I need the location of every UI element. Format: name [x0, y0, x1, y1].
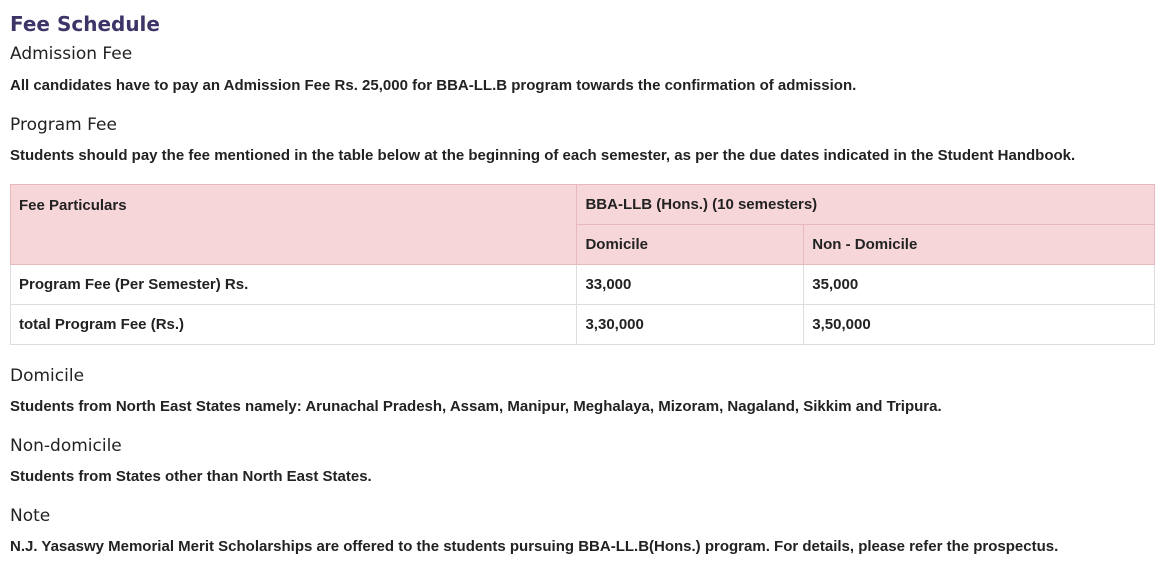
admission-fee-text: All candidates have to pay an Admission Fee Rs. 25,000 for BBA-LL.B program towards the confirmation of admission. — [10, 77, 857, 94]
row-domicile-value: 3,30,000 — [577, 305, 804, 345]
table-header-row — [11, 185, 1155, 225]
header-domicile: Domicile — [577, 225, 804, 265]
header-fee-particulars: Fee Particulars — [11, 185, 577, 265]
domicile-heading: Domicile — [10, 366, 85, 386]
row-domicile-value: 33,000 — [577, 265, 804, 305]
note-text: N.J. Yasaswy Memorial Merit Scholarships are offered to the students pursuing BBA-LL.B(Hons.) program. For details, please refer the prospectus. — [10, 538, 1059, 555]
row-label: Program Fee (Per Semester) Rs. — [11, 265, 577, 305]
row-non-domicile-value: 3,50,000 — [804, 305, 1155, 345]
header-non-domicile: Non - Domicile — [804, 225, 1155, 265]
program-fee-heading: Program Fee — [10, 115, 117, 135]
program-fee-text: Students should pay the fee mentioned in the table below at the beginning of each semester, as per the due dates indicated in the Student Handbook. — [10, 147, 1076, 164]
table-row — [11, 305, 1155, 345]
non-domicile-text: Students from States other than North East States. — [10, 468, 372, 485]
non-domicile-heading: Non-domicile — [10, 436, 122, 456]
row-label: total Program Fee (Rs.) — [11, 305, 577, 345]
row-non-domicile-value: 35,000 — [804, 265, 1155, 305]
page-title: Fee Schedule — [10, 12, 160, 36]
fee-table — [10, 184, 1155, 345]
note-heading: Note — [10, 506, 51, 526]
header-program: BBA-LLB (Hons.) (10 semesters) — [577, 185, 1155, 225]
table-row — [11, 265, 1155, 305]
domicile-text: Students from North East States namely: Arunachal Pradesh, Assam, Manipur, Meghalaya, Mizoram, Nagaland, Sikkim and Tripura. — [10, 398, 942, 415]
admission-fee-heading: Admission Fee — [10, 44, 133, 64]
